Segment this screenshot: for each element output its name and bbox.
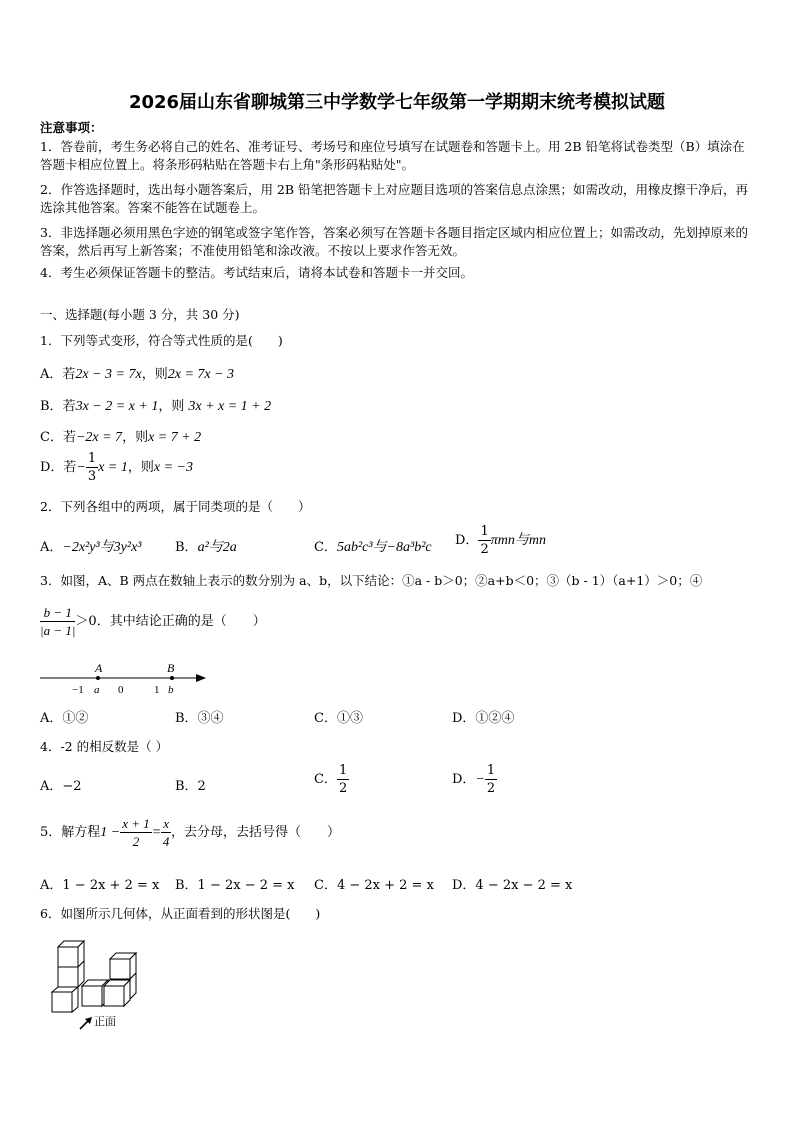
point-b-label: B xyxy=(167,661,175,675)
q3-option-b: B．③④ xyxy=(175,711,224,726)
tick-label: −1 xyxy=(72,684,84,696)
q4-option-d: D．− $\frac{1}{2}$ xyxy=(452,763,496,796)
q2-option-b: B．a²与2a xyxy=(175,540,237,555)
fraction: $\frac{x + 1}{2}$ xyxy=(122,816,150,849)
point-a-label: A xyxy=(95,661,103,675)
q3-stem: 3．如图，A、B 两点在数轴上表示的数分别为 a、b，以下结论：①a - b＞0；②a+b＜0；③（b - 1）（a+1）＞0；④ xyxy=(40,573,703,588)
q3-option-c: C．①③ xyxy=(314,711,363,726)
notice-item-3: 3．非选择题必须用黑色字迹的钢笔或签字笔作答，答案必须写在答题卡各题目指定区域内相应位置上；如需改动，先划掉原来的答案，然后再写上新答案；不准使用铅笔和涂改液。不按以上要求作答无效。 xyxy=(40,225,748,258)
front-view-label: 正面 xyxy=(94,1015,116,1028)
q1-option-d: D．若− $\frac{1}{3}$ x = 1，则x = −3 xyxy=(40,451,193,484)
number-line-figure xyxy=(38,660,218,698)
q2-option-a: A．−2x²y³与3y²x³ xyxy=(40,540,142,555)
q1-option-b: B．若3x − 2 = x + 1，则 3x + x = 1 + 2 xyxy=(40,399,272,414)
q4-stem: 4．-2 的相反数是（ ） xyxy=(40,739,169,754)
q5-stem: 5．解方程1 − $\frac{x + 1}{2}$ = $\frac{x}{4}$ ，去分母，去括号得（ ） xyxy=(40,816,341,849)
q6-stem: 6．如图所示几何体，从正面看到的形状图是( ) xyxy=(40,906,321,921)
notice-item-1: 1．答卷前，考生务必将自己的姓名、准考证号、考场号和座位号填写在试题卷和答题卡上。用 2B 铅笔将试卷类型（B）填涂在答题卡相应位置上。将条形码粘贴在答题卡右上角"条形码粘贴处"。 xyxy=(40,139,745,172)
point-b-dot xyxy=(170,676,174,680)
fraction: $\frac{1}{2}$ xyxy=(486,763,496,796)
q5-option-d: D．4 − 2x − 2 = x xyxy=(452,878,573,893)
q5-option-a: A．1 − 2x + 2 = x xyxy=(40,878,160,893)
q2-stem: 2．下列各组中的两项，属于同类项的是（ ） xyxy=(40,499,311,514)
q4-option-b: B．2 xyxy=(175,779,206,794)
q2-option-d: D． $\frac{1}{2}$ πmn与mn xyxy=(455,524,546,557)
tick-label-a: a xyxy=(94,684,100,696)
q5-option-c: C．4 − 2x + 2 = x xyxy=(314,878,434,893)
fraction: $\frac{b - 1}{|a - 1|}$ xyxy=(40,605,76,638)
q5-option-b: B．1 − 2x − 2 = x xyxy=(175,878,295,893)
point-a-dot xyxy=(96,676,100,680)
q3-option-d: D．①②④ xyxy=(452,711,515,726)
q1-stem: 1．下列等式变形，符合等式性质的是( ) xyxy=(40,333,283,348)
fraction: $\frac{x}{4}$ xyxy=(162,816,170,849)
fraction: $\frac{1}{2}$ xyxy=(480,524,489,557)
q1-option-c: C．若−2x = 7，则x = 7 + 2 xyxy=(40,430,202,445)
fraction: $\frac{1}{3}$ xyxy=(87,451,97,484)
q2-option-c: C．5ab²c³与−8a³b²c xyxy=(314,540,432,555)
notice-item-2: 2．作答选择题时，选出每小题答案后，用 2B 铅笔把答题卡上对应题目选项的答案信息点涂黑；如需改动，用橡皮擦干净后，再选涂其他答案。答案不能答在试题卷上。 xyxy=(40,182,749,215)
fraction: $\frac{1}{2}$ xyxy=(338,763,348,796)
notice-item-4: 4．考生必须保证答题卡的整洁。考试结束后，请将本试卷和答题卡一并交回。 xyxy=(40,265,473,280)
section-heading: 一、选择题(每小题 3 分，共 30 分) xyxy=(40,307,240,322)
q3-option-a: A．①② xyxy=(40,711,89,726)
q1-option-a: A．若2x − 3 = 7x，则2x = 7x − 3 xyxy=(40,367,235,382)
cube-solid-figure xyxy=(44,935,144,1033)
q4-option-c: C． $\frac{1}{2}$ xyxy=(314,763,348,796)
tick-label-b: b xyxy=(168,684,174,696)
arrow-icon xyxy=(196,674,206,682)
q4-option-a: A．−2 xyxy=(40,779,82,794)
q3-stem-fraction: $\frac{b - 1}{|a - 1|}$ ＞0．其中结论正确的是（ ） xyxy=(40,605,266,638)
tick-label: 1 xyxy=(154,684,160,696)
page-title: 2026届山东省聊城第三中学数学七年级第一学期期末统考模拟试题 xyxy=(128,92,666,113)
tick-label: 0 xyxy=(118,684,124,696)
notice-heading: 注意事项： xyxy=(40,120,103,135)
